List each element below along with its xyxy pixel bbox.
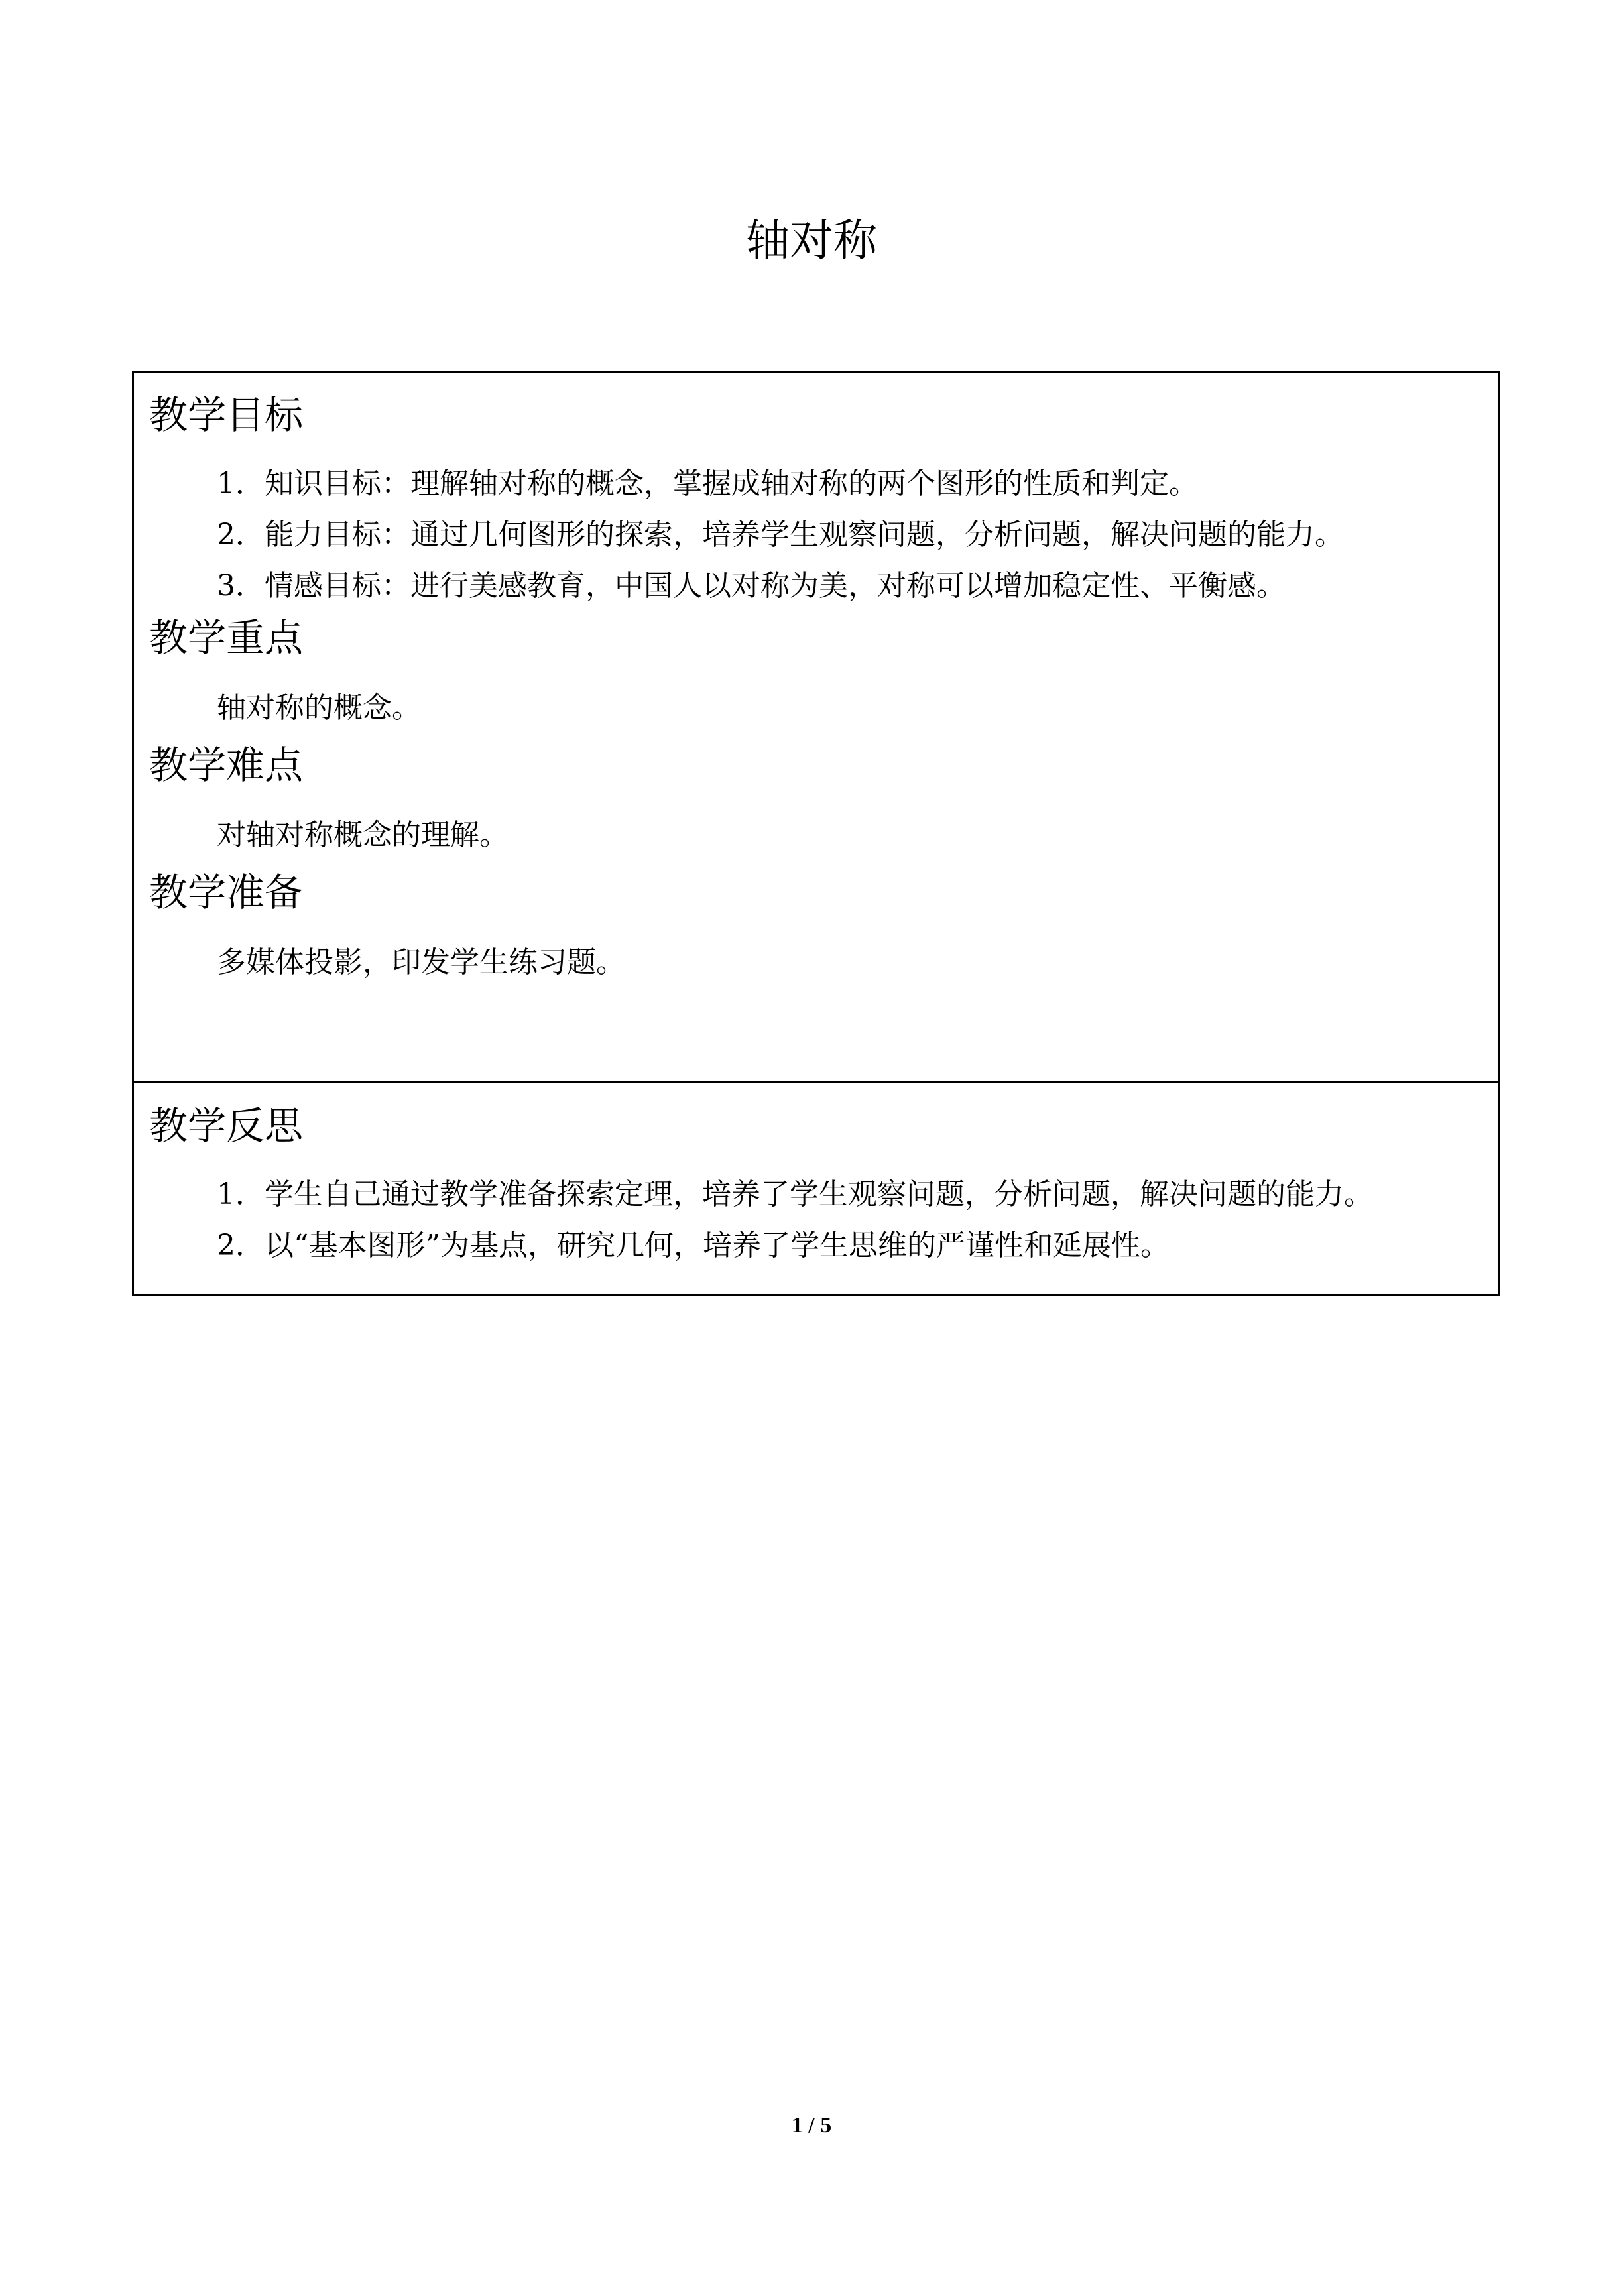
objective-item: 1．知识目标：理解轴对称的概念，掌握成轴对称的两个图形的性质和判定。 bbox=[217, 467, 1198, 501]
preparation-heading: 教学准备 bbox=[149, 870, 304, 915]
reflection-item: 2．以“基本图形”为基点，研究几何，培养了学生思维的严谨性和延展性。 bbox=[217, 1229, 1170, 1262]
preparation-text: 多媒体投影，印发学生练习题。 bbox=[217, 945, 625, 979]
document-title: 轴对称 bbox=[746, 215, 877, 266]
page-number: 1 / 5 bbox=[791, 2113, 832, 2138]
lesson-plan-table bbox=[132, 371, 1500, 1296]
difficulties-heading: 教学难点 bbox=[149, 743, 304, 788]
table-row bbox=[133, 1083, 1500, 1295]
reflection-cell bbox=[133, 1083, 1500, 1295]
table-row bbox=[133, 372, 1500, 1083]
difficulties-text: 对轴对称概念的理解。 bbox=[217, 818, 509, 852]
objectives-heading: 教学目标 bbox=[149, 393, 304, 438]
objective-item: 3．情感目标：进行美感教育，中国人以对称为美，对称可以增加稳定性、平衡感。 bbox=[217, 569, 1286, 603]
reflection-heading: 教学反思 bbox=[149, 1103, 304, 1148]
key-points-heading: 教学重点 bbox=[149, 615, 304, 660]
reflection-item: 1．学生自己通过教学准备探索定理，培养了学生观察问题，分析问题，解决问题的能力。 bbox=[217, 1178, 1373, 1211]
lesson-content-cell bbox=[133, 372, 1500, 1083]
reflection-content bbox=[134, 1099, 1498, 1266]
key-points-text: 轴对称的概念。 bbox=[217, 691, 421, 725]
lesson-content bbox=[134, 389, 1498, 983]
objective-item: 2．能力目标：通过几何图形的探索，培养学生观察问题，分析问题，解决问题的能力。 bbox=[217, 518, 1344, 552]
